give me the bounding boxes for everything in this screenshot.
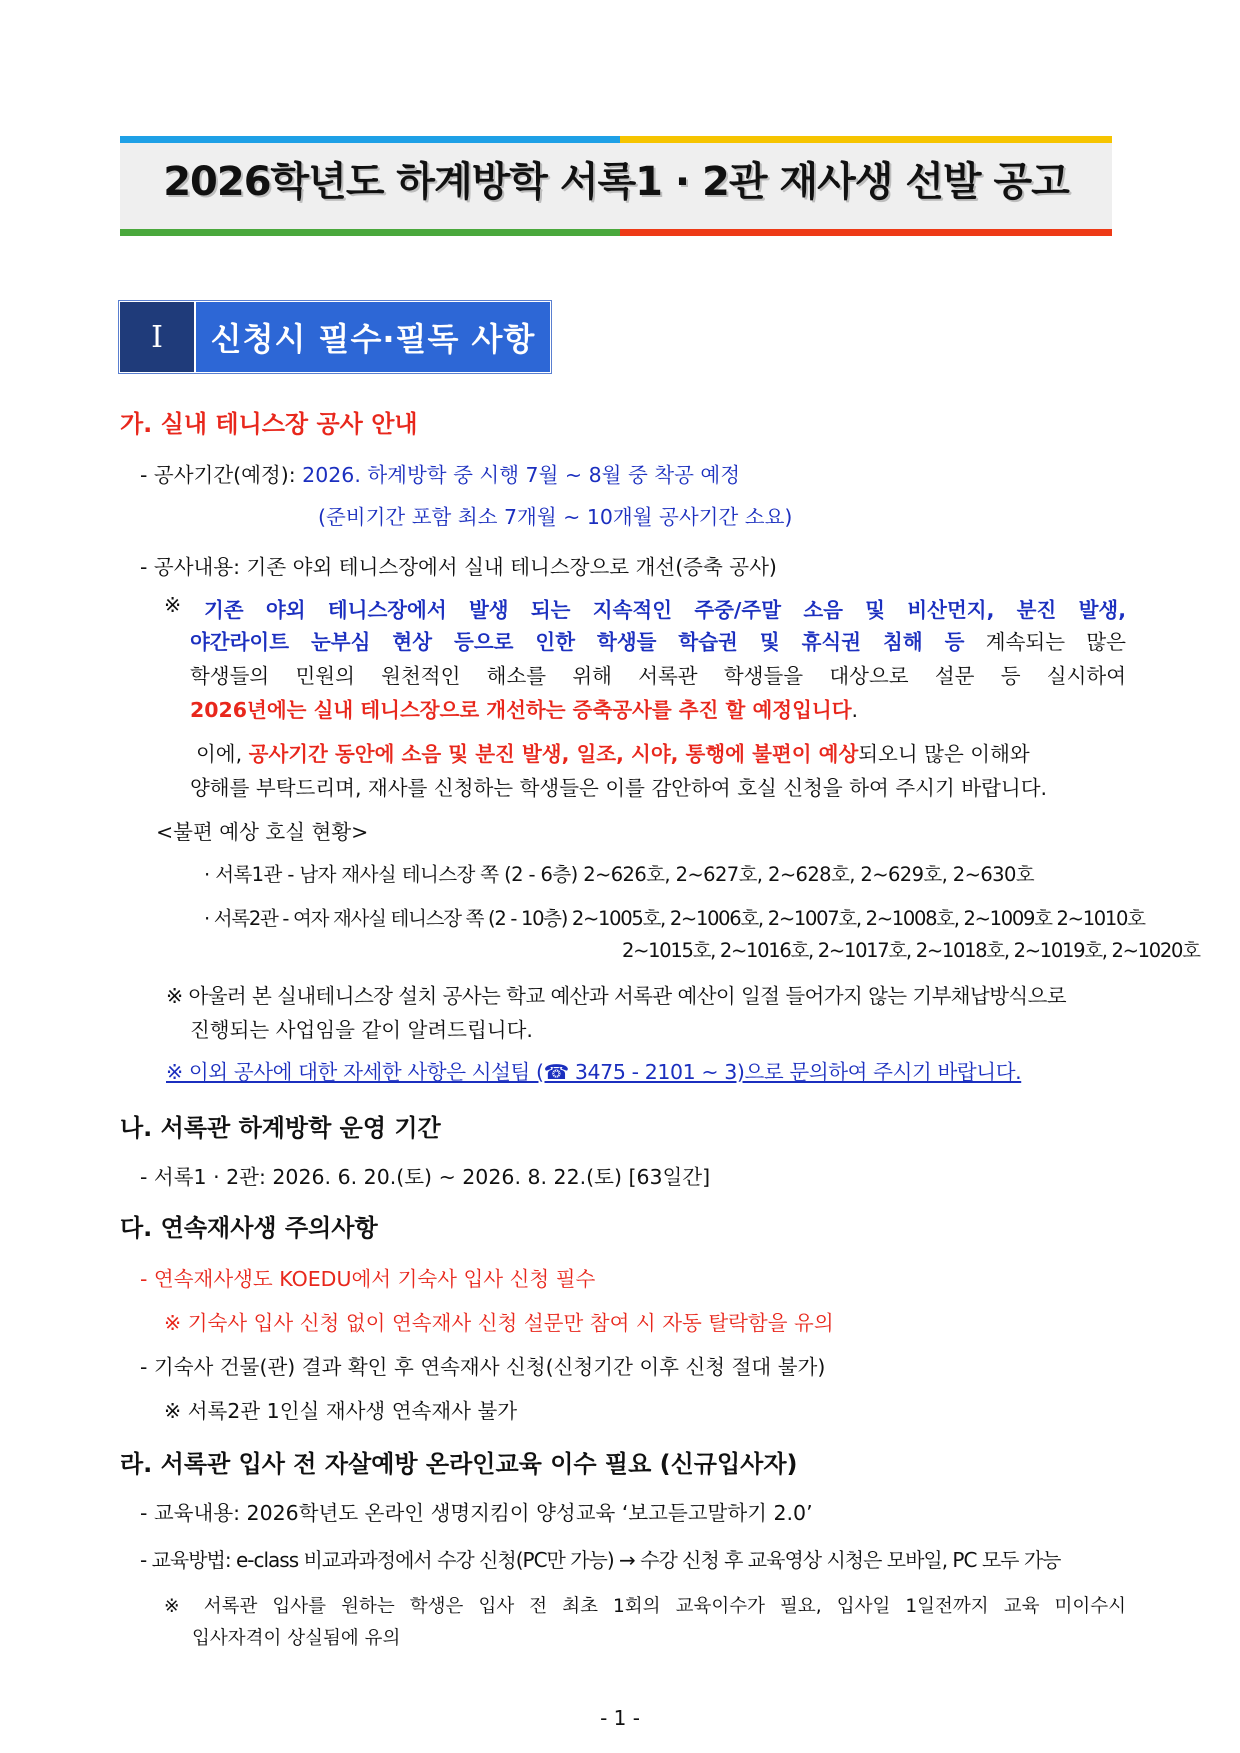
ga-note-line2	[190, 625, 1126, 655]
ga-p2-end: 되오니 많은 이해와	[858, 742, 1030, 766]
ga-content: - 공사내용: 기존 야외 테니스장에서 실내 테니스장으로 개선(증축 공사)	[140, 555, 777, 579]
title-bar-top-yellow	[620, 136, 1112, 143]
ga-note-line2-highlight: 야간라이트 눈부심 현상 등으로 인한 학생들 학습권 및 휴식권 침해 등	[190, 630, 965, 654]
rooms-seorok2-line2: 2~1015호, 2~1016호, 2~1017호, 2~1018호, 2~1019호, 2~1020호	[622, 939, 1200, 962]
heading-ga: 가. 실내 테니스장 공사 안내	[120, 410, 418, 438]
ga-period	[140, 458, 740, 488]
ga-period-label: - 공사기간(예정):	[140, 463, 303, 487]
da-note2: ※ 서록2관 1인실 재사생 연속재사 불가	[164, 1399, 518, 1423]
ra-note-line1: ※ 서록관 입사를 원하는 학생은 입사 전 최초 1회의 교육이수가 필요, 입사일 1일전까지 교육 미이수시	[164, 1596, 1126, 1617]
page-number: - 1 -	[600, 1706, 640, 1730]
title-bar-top-blue	[120, 136, 620, 143]
ga-period-value: 2026. 하계방학 중 시행 7월 ~ 8월 중 착공 예정	[302, 463, 740, 487]
ga-note-line4	[190, 693, 858, 723]
title-bar-bottom-green	[120, 229, 620, 236]
ga-note-line1: 기존 야외 테니스장에서 발생 되는 지속적인 주중/주말 소음 및 비산먼지, 분진 발생,	[204, 598, 1126, 622]
da-note1: ※ 기숙사 입사 신청 없이 연속재사 신청 설문만 참여 시 자동 탈락함을 유의	[164, 1311, 834, 1335]
na-item: - 서록1 · 2관: 2026. 6. 20.(토) ~ 2026. 8. 22.(토) [63일간]	[140, 1165, 711, 1189]
ga-note-line4-end: .	[851, 698, 859, 722]
ga-note-line3: 학생들의 민원의 원천적인 해소를 위해 서록관 학생들을 대상으로 설문 등 실시하여	[190, 664, 1126, 688]
ga-p2-highlight: 공사기간 동안에 소음 및 분진 발생, 일조, 시야, 통행에 불편이 예상	[248, 742, 859, 766]
ga-contact: ※ 이외 공사에 대한 자세한 사항은 시설팀 (☎ 3475 - 2101 ~ 3)으로 문의하여 주시기 바랍니다.	[166, 1060, 1022, 1084]
ga-also-line1: ※ 아울러 본 실내테니스장 설치 공사는 학교 예산과 서록관 예산이 일절 들어가지 않는 기부채납방식으로	[166, 984, 1067, 1008]
ga-also-line2: 진행되는 사업임을 같이 알려드립니다.	[190, 1018, 533, 1042]
ra-item1: - 교육내용: 2026학년도 온라인 생명지킴이 양성교육 ‘보고듣고말하기 2.0’	[140, 1501, 813, 1525]
heading-ra: 라. 서록관 입사 전 자살예방 온라인교육 이수 필요 (신규입사자)	[120, 1450, 798, 1478]
section-title: 신청시 필수·필독 사항	[196, 302, 550, 372]
ga-note-line2-rest: 계속되는 많은	[964, 630, 1126, 654]
ga-paragraph2-line2: 양해를 부탁드리며, 재사를 신청하는 학생들은 이를 감안하여 호실 신청을 하여 주시기 바랍니다.	[190, 776, 1048, 800]
section-number: I	[120, 302, 194, 372]
title-bar-bottom-red	[620, 229, 1112, 236]
heading-na: 나. 서록관 하계방학 운영 기간	[120, 1114, 441, 1142]
da-item1: - 연속재사생도 KOEDU에서 기숙사 입사 신청 필수	[140, 1267, 596, 1291]
ra-item2: - 교육방법: e-class 비교과과정에서 수강 신청(PC만 가능) → 수강 신청 후 교육영상 시청은 모바일, PC 모두 가능	[140, 1548, 1061, 1572]
da-item2: - 기숙사 건물(관) 결과 확인 후 연속재사 신청(신청기간 이후 신청 절대 불가)	[140, 1355, 826, 1379]
rooms-seorok2-line1: · 서록2관 - 여자 재사실 테니스장 쪽 (2 - 10층) 2~1005호, 2~1006호, 2~1007호, 2~1008호, 2~1009호 2~1010호	[204, 907, 1145, 930]
heading-da: 다. 연속재사생 주의사항	[120, 1214, 378, 1242]
page-title: 2026학년도 하계방학 서록1 · 2관 재사생 선발 공고	[163, 159, 1069, 205]
ga-note-line4-highlight: 2026년에는 실내 테니스장으로 개선하는 증축공사를 추진 할 예정입니다	[190, 698, 852, 722]
rooms-heading: <불편 예상 호실 현황>	[156, 820, 369, 844]
ra-note-line2: 입사자격이 상실됨에 유의	[192, 1628, 401, 1649]
ga-period-note: (준비기간 포함 최소 7개월 ~ 10개월 공사기간 소요)	[318, 505, 793, 529]
ga-note-mark: ※	[164, 593, 182, 617]
ga-paragraph2-line1	[196, 737, 1030, 767]
ga-p2-start: 이에,	[196, 742, 249, 766]
rooms-seorok1: · 서록1관 - 남자 재사실 테니스장 쪽 (2 - 6층) 2~626호, 2~627호, 2~628호, 2~629호, 2~630호	[204, 863, 1035, 886]
